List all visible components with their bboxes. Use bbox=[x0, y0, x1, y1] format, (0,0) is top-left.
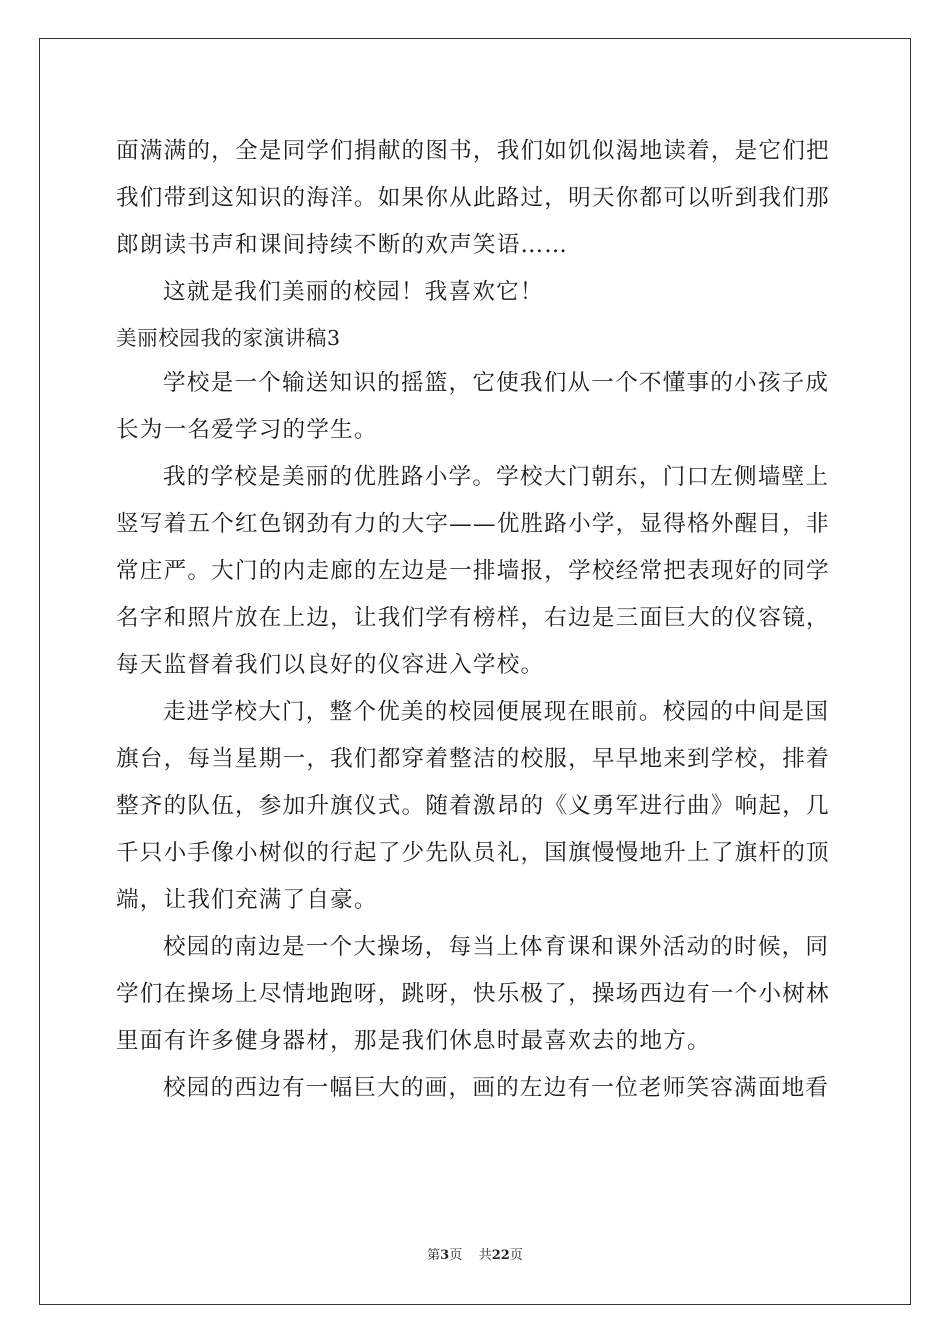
total-pages: 22 bbox=[491, 1248, 510, 1263]
paragraph-line: 走进学校大门，整个优美的校园便展现在眼前。校园的中间是国 bbox=[163, 699, 830, 725]
paragraph-line: 长为一名爱学习的学生。 bbox=[116, 417, 378, 443]
paragraph-line: 学们在操场上尽情地跑呀，跳呀，快乐极了，操场西边有一个小树林 bbox=[116, 981, 830, 1007]
paragraph-line: 这就是我们美丽的校园！我喜欢它！ bbox=[163, 279, 544, 305]
paragraph-line: 常庄严。大门的内走廊的左边是一排墙报，学校经常把表现好的同学 bbox=[116, 558, 830, 584]
paragraph-line: 郎朗读书声和课间持续不断的欢声笑语…… bbox=[116, 232, 569, 258]
paragraph-line: 面满满的，全是同学们捐献的图书，我们如饥似渴地读着，是它们把 bbox=[116, 138, 830, 164]
section-heading: 美丽校园我的家演讲稿3 bbox=[116, 326, 341, 350]
document-body bbox=[116, 128, 836, 1112]
paragraph-line: 竖写着五个红色钢劲有力的大字——优胜路小学，显得格外醒目，非 bbox=[116, 511, 830, 537]
paragraph-line: 我的学校是美丽的优胜路小学。学校大门朝东，门口左侧墙壁上 bbox=[163, 464, 830, 490]
page-footer bbox=[0, 1244, 950, 1263]
paragraph-line: 整齐的队伍，参加升旗仪式。随着激昂的《义勇军进行曲》响起，几 bbox=[116, 793, 830, 819]
total-prefix: 共 bbox=[478, 1248, 492, 1263]
page-suffix: 页 bbox=[449, 1248, 463, 1263]
paragraph-line: 千只小手像小树似的行起了少先队员礼，国旗慢慢地升上了旗杆的顶 bbox=[116, 840, 830, 866]
total-suffix: 页 bbox=[509, 1248, 523, 1263]
paragraph-line: 端，让我们充满了自豪。 bbox=[116, 887, 378, 913]
page-number: 3 bbox=[440, 1248, 450, 1263]
page-prefix: 第 bbox=[427, 1248, 441, 1263]
paragraph-line: 每天监督着我们以良好的仪容进入学校。 bbox=[116, 652, 545, 678]
paragraph-line: 我们带到这知识的海洋。如果你从此路过，明天你都可以听到我们那 bbox=[116, 185, 830, 211]
paragraph-line: 旗台，每当星期一，我们都穿着整洁的校服，早早地来到学校，排着 bbox=[116, 746, 830, 772]
paragraph-line: 学校是一个输送知识的摇篮，它使我们从一个不懂事的小孩子成 bbox=[163, 370, 830, 396]
paragraph-line: 名字和照片放在上边，让我们学有榜样，右边是三面巨大的仪容镜， bbox=[116, 605, 830, 631]
paragraph-line: 校园的西边有一幅巨大的画，画的左边有一位老师笑容满面地看 bbox=[163, 1075, 830, 1101]
paragraph-line: 里面有许多健身器材，那是我们休息时最喜欢去的地方。 bbox=[116, 1028, 711, 1054]
paragraph-line: 校园的南边是一个大操场，每当上体育课和课外活动的时候，同 bbox=[163, 934, 830, 960]
